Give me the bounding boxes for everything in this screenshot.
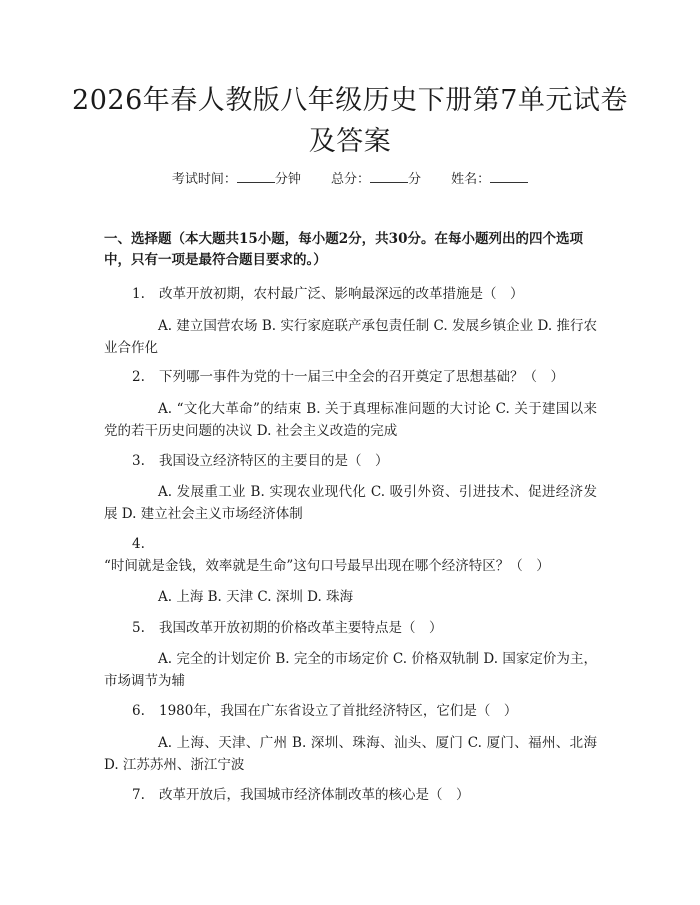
- question-options: A. 完全的计划定价 B. 完全的市场定价 C. 价格双轨制 D. 国家定价为主，市场调节为辅: [104, 651, 597, 689]
- question-options: A. 建立国营农场 B. 实行家庭联产承包责任制 C. 发展乡镇企业 D. 推行农业合作化: [104, 318, 597, 356]
- question-stem: [104, 450, 600, 472]
- question-text: 改革开放初期，农村最广泛、影响最深远的改革措施是（ ）: [159, 286, 524, 302]
- question-text: “时间就是金钱，效率就是生命”这句口号最早出现在哪个经济特区？（ ）: [104, 558, 550, 574]
- question-number: 5.: [132, 620, 145, 636]
- question-stem: [104, 700, 600, 722]
- question-stem: [104, 283, 600, 305]
- question-number: 2.: [132, 369, 145, 385]
- question-number: 3.: [132, 453, 145, 469]
- question-options: A. 上海 B. 天津 C. 深圳 D. 珠海: [158, 589, 354, 605]
- name-label: 姓名：: [451, 172, 491, 187]
- question-stem: [104, 366, 600, 388]
- total-score-field: [331, 170, 421, 189]
- page-title: 2026年春人教版八年级历史下册第7单元试卷及答案: [72, 85, 628, 157]
- question-number: 6.: [132, 703, 145, 719]
- question-number: 4.: [132, 536, 145, 552]
- question-stem: [104, 533, 600, 577]
- exam-time-blank: [237, 170, 275, 183]
- question-number: 7.: [132, 787, 145, 803]
- question-text: 我国改革开放初期的价格改革主要特点是（ ）: [159, 620, 443, 636]
- total-score-blank: [370, 170, 408, 183]
- total-score-unit: 分: [408, 172, 422, 187]
- question-text: 改革开放后，我国城市经济体制改革的核心是（ ）: [159, 787, 470, 803]
- question-options: A. 上海、天津、广州 B. 深圳、珠海、汕头、厦门 C. 厦门、福州、北海 D. 江苏苏州、浙江宁波: [104, 735, 597, 773]
- section-heading: 一、选择题（本大题共15小题，每小题2分，共30分。在每小题列出的四个选项中，只有一项是最符合题目要求的。）: [104, 231, 583, 268]
- question-stem: [104, 617, 600, 639]
- total-score-label: 总分：: [330, 172, 370, 187]
- question-text: 下列哪一事件为党的十一届三中全会的召开奠定了思想基础？（ ）: [159, 369, 564, 385]
- exam-time-field: [172, 170, 301, 189]
- question-text: 我国设立经济特区的主要目的是（ ）: [159, 453, 389, 469]
- exam-meta: [0, 170, 700, 189]
- question-stem: [104, 784, 600, 806]
- name-field: [451, 170, 528, 189]
- exam-time-unit: 分钟: [274, 172, 301, 187]
- question-text: 1980年，我国在广东省设立了首批经济特区，它们是（ ）: [159, 703, 518, 719]
- question-number: 1.: [132, 286, 145, 302]
- question-options: A. “文化大革命”的结束 B. 关于真理标准问题的大讨论 C. 关于建国以来党的若干历史问题的决议 D. 社会主义改造的完成: [104, 401, 597, 439]
- exam-time-label: 考试时间：: [171, 172, 237, 187]
- question-options: A. 发展重工业 B. 实现农业现代化 C. 吸引外资、引进技术、促进经济发展 D. 建立社会主义市场经济体制: [104, 484, 597, 522]
- name-blank: [490, 170, 528, 183]
